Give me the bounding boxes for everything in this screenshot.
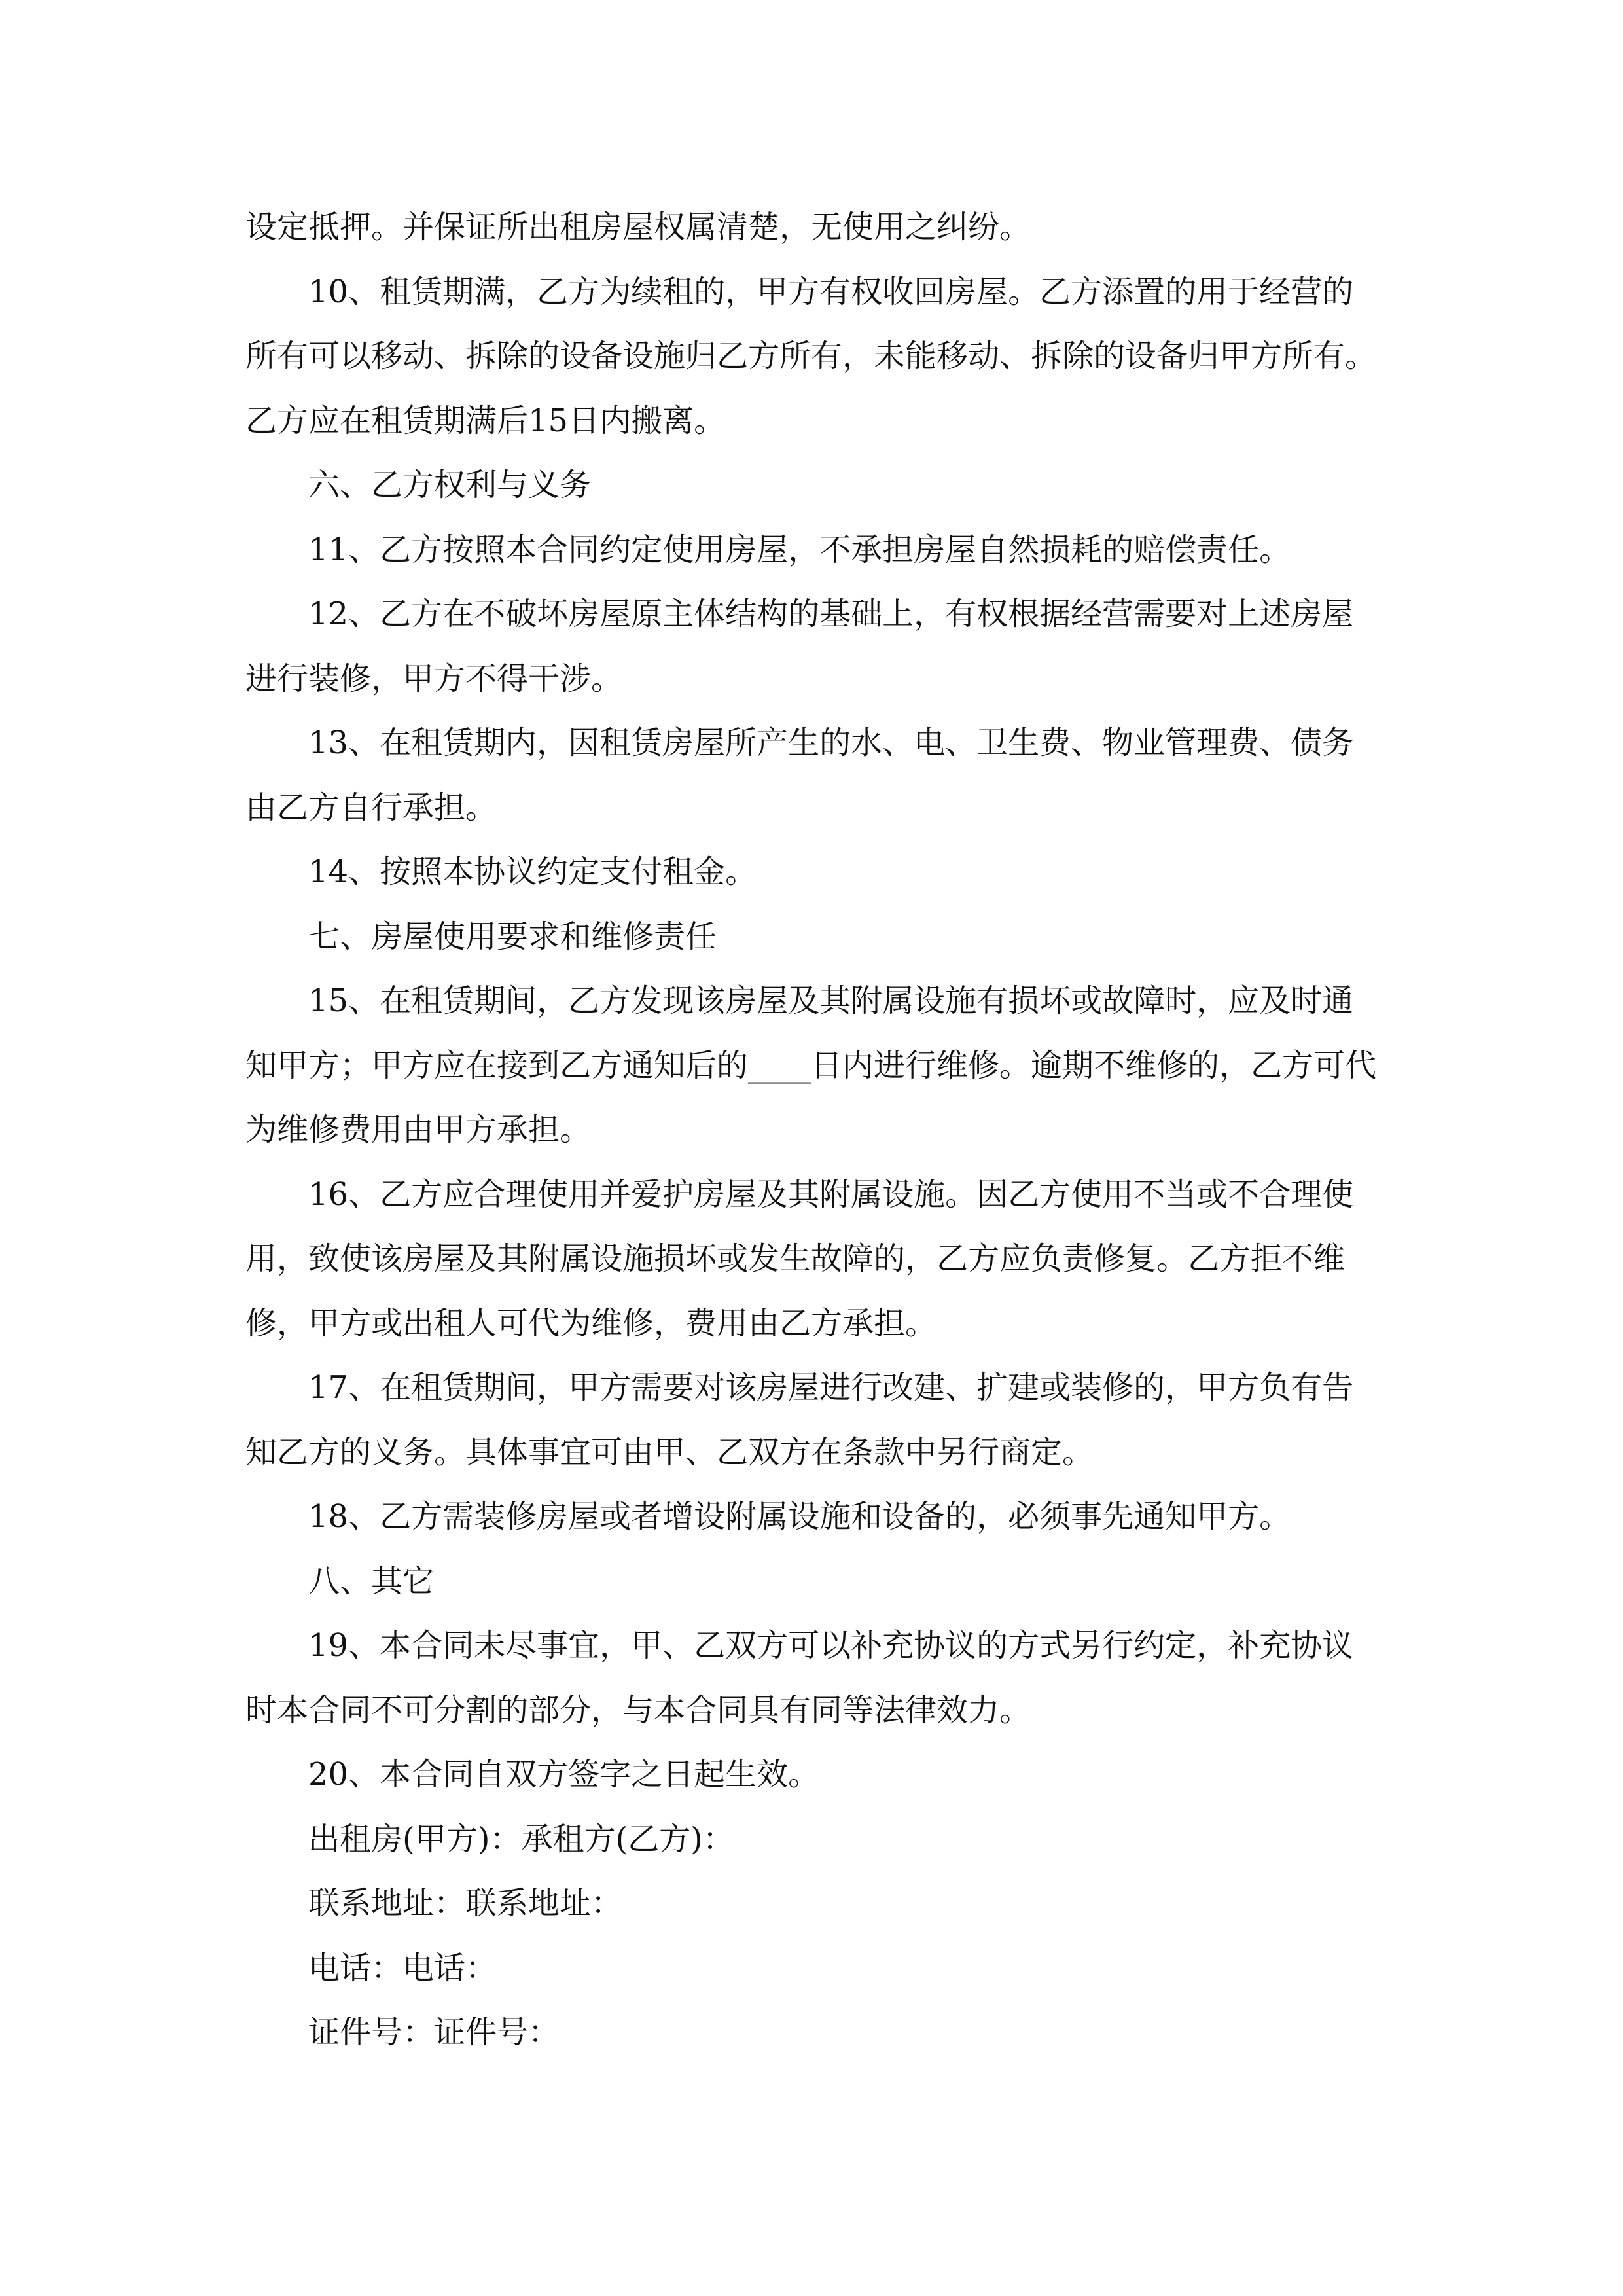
clause-18: 18、乙方需装修房屋或者增设附属设施和设备的，必须事先通知甲方。	[308, 1498, 1291, 1535]
section-heading-7: 七、房屋使用要求和维修责任	[308, 918, 717, 955]
signature-phone-line: 电话：电话：	[308, 1949, 497, 1986]
section-heading-8: 八、其它	[308, 1562, 435, 1600]
signature-parties-line: 出租房(甲方)：承租方(乙方)：	[308, 1820, 734, 1857]
clause-12: 12、乙方在不破坏房屋原主体结构的基础上，有权根据经营需要对上述房屋进行装修，甲方不得干涉。	[245, 596, 1354, 697]
clause-14: 14、按照本协议约定支付租金。	[308, 853, 757, 890]
clause-16: 16、乙方应合理使用并爱护房屋及其附属设施。因乙方使用不当或不合理使用，致使该房屋及其附属设施损坏或发生故障的，乙方应负责修复。乙方拒不维修，甲方或出租人可代为维修，费用由乙方承担。	[245, 1175, 1354, 1342]
signature-id-line: 证件号：证件号：	[308, 2014, 560, 2051]
clause-15: 15、在租赁期间，乙方发现该房屋及其附属设施有损坏或故障时，应及时通知甲方；甲方应在接到乙方通知后的____日内进行维修。逾期不维修的，乙方可代为维修费用由甲方承担。	[245, 982, 1377, 1148]
clause-19: 19、本合同未尽事宜，甲、乙双方可以补充协议的方式另行约定，补充协议时本合同不可分割的部分，与本合同具有同等法律效力。	[245, 1627, 1354, 1729]
clause-17: 17、在租赁期间，甲方需要对该房屋进行改建、扩建或装修的，甲方负有告知乙方的义务。具体事宜可由甲、乙双方在条款中另行商定。	[245, 1369, 1354, 1471]
contract-text-body	[245, 195, 1384, 2065]
clause-20: 20、本合同自双方签字之日起生效。	[308, 1756, 820, 1793]
clause-10: 10、租赁期满，乙方为续租的，甲方有权收回房屋。乙方添置的用于经营的所有可以移动、拆除的设备设施归乙方所有，未能移动、拆除的设备归甲方所有。乙方应在租赁期满后15日内搬离。	[245, 273, 1377, 439]
signature-address-line: 联系地址：联系地址：	[308, 1885, 623, 1922]
paragraph-continuation: 设定抵押。并保证所出租房屋权属清楚，无使用之纠纷。	[245, 209, 1031, 245]
clause-11: 11、乙方按照本合同约定使用房屋，不承担房屋自然损耗的赔偿责任。	[308, 531, 1291, 568]
clause-13: 13、在租赁期内，因租赁房屋所产生的水、电、卫生费、物业管理费、债务由乙方自行承担。	[245, 725, 1354, 826]
section-heading-6: 六、乙方权利与义务	[308, 467, 592, 503]
